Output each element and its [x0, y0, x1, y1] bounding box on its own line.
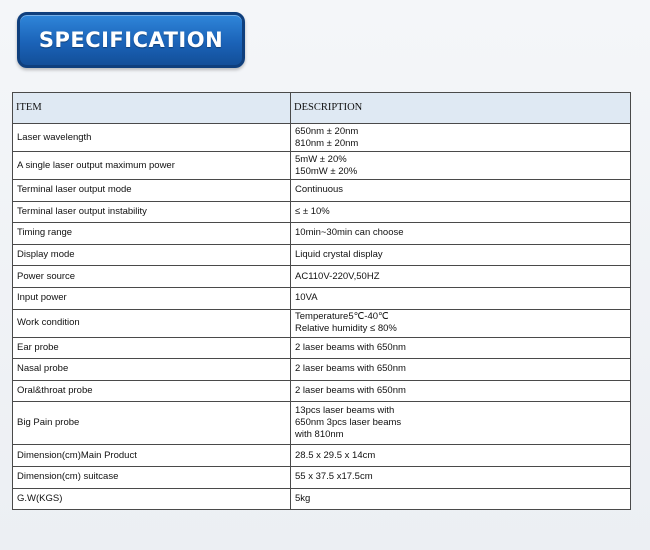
table-row — [13, 152, 631, 180]
table-row — [13, 466, 631, 488]
description-cell — [291, 309, 631, 337]
description-line: 13pcs laser beams with — [295, 405, 395, 417]
item-cell: Display mode — [13, 244, 291, 266]
table-row — [13, 244, 631, 266]
item-cell: Dimension(cm) suitcase — [13, 466, 291, 488]
table-row — [13, 266, 631, 288]
description-cell — [291, 287, 631, 309]
banner-title: SPECIFICATION — [38, 28, 224, 52]
table-row — [13, 124, 631, 152]
table-row — [13, 380, 631, 402]
item-cell: Terminal laser output mode — [13, 180, 291, 202]
description-cell — [291, 152, 631, 180]
description-line: 55 x 37.5 x17.5cm — [295, 471, 373, 483]
description-line: Liquid crystal display — [295, 249, 383, 261]
table-row — [13, 223, 631, 245]
description-cell — [291, 223, 631, 245]
item-cell: G.W(KGS) — [13, 488, 291, 510]
table-body — [13, 124, 631, 510]
description-line: Relative humidity ≤ 80% — [295, 323, 397, 335]
table-row — [13, 488, 631, 510]
header-item: ITEM — [13, 93, 291, 124]
description-cell — [291, 380, 631, 402]
description-line: 5mW ± 20% — [295, 153, 347, 165]
description-cell — [291, 488, 631, 510]
specification-banner — [17, 12, 245, 68]
specification-table — [12, 92, 631, 510]
description-line: 810nm ± 20nm — [295, 137, 359, 149]
description-line: 28.5 x 29.5 x 14cm — [295, 449, 376, 461]
item-cell: Work condition — [13, 309, 291, 337]
description-line: 5kg — [295, 492, 311, 504]
item-cell: Power source — [13, 266, 291, 288]
description-line: 650nm ± 20nm — [295, 125, 359, 137]
description-line: 2 laser beams with 650nm — [295, 385, 406, 397]
item-cell: Ear probe — [13, 337, 291, 359]
description-line: 2 laser beams with 650nm — [295, 341, 406, 353]
description-line: ≤ ± 10% — [295, 205, 330, 217]
description-line: with 810nm — [295, 429, 344, 441]
item-cell: A single laser output maximum power — [13, 152, 291, 180]
description-line: AC110V-220V,50HZ — [295, 270, 380, 282]
description-cell — [291, 466, 631, 488]
description-cell — [291, 201, 631, 223]
item-cell: Big Pain probe — [13, 402, 291, 445]
table-row — [13, 402, 631, 445]
table-row — [13, 309, 631, 337]
description-cell — [291, 180, 631, 202]
item-cell: Terminal laser output instability — [13, 201, 291, 223]
table-row — [13, 359, 631, 381]
description-cell — [291, 337, 631, 359]
header-description: DESCRIPTION — [291, 93, 631, 124]
description-cell — [291, 124, 631, 152]
description-cell — [291, 445, 631, 467]
item-cell: Nasal probe — [13, 359, 291, 381]
description-line: Continuous — [295, 184, 344, 196]
item-cell: Timing range — [13, 223, 291, 245]
description-cell — [291, 402, 631, 445]
item-cell: Input power — [13, 287, 291, 309]
table-row — [13, 445, 631, 467]
table-row — [13, 337, 631, 359]
description-line: 150mW ± 20% — [295, 165, 358, 177]
description-cell — [291, 244, 631, 266]
description-cell — [291, 266, 631, 288]
table-row — [13, 180, 631, 202]
description-cell — [291, 359, 631, 381]
item-cell: Dimension(cm)Main Product — [13, 445, 291, 467]
item-cell: Laser wavelength — [13, 124, 291, 152]
table-header-row — [13, 93, 631, 124]
description-line: 10min~30min can choose — [295, 227, 404, 239]
table-row — [13, 287, 631, 309]
description-line: 650nm 3pcs laser beams — [295, 417, 402, 429]
description-line: 2 laser beams with 650nm — [295, 363, 406, 375]
description-line: 10VA — [295, 292, 318, 304]
item-cell: Oral&throat probe — [13, 380, 291, 402]
table-row — [13, 201, 631, 223]
description-line: Temperature5℃-40℃ — [295, 311, 389, 323]
